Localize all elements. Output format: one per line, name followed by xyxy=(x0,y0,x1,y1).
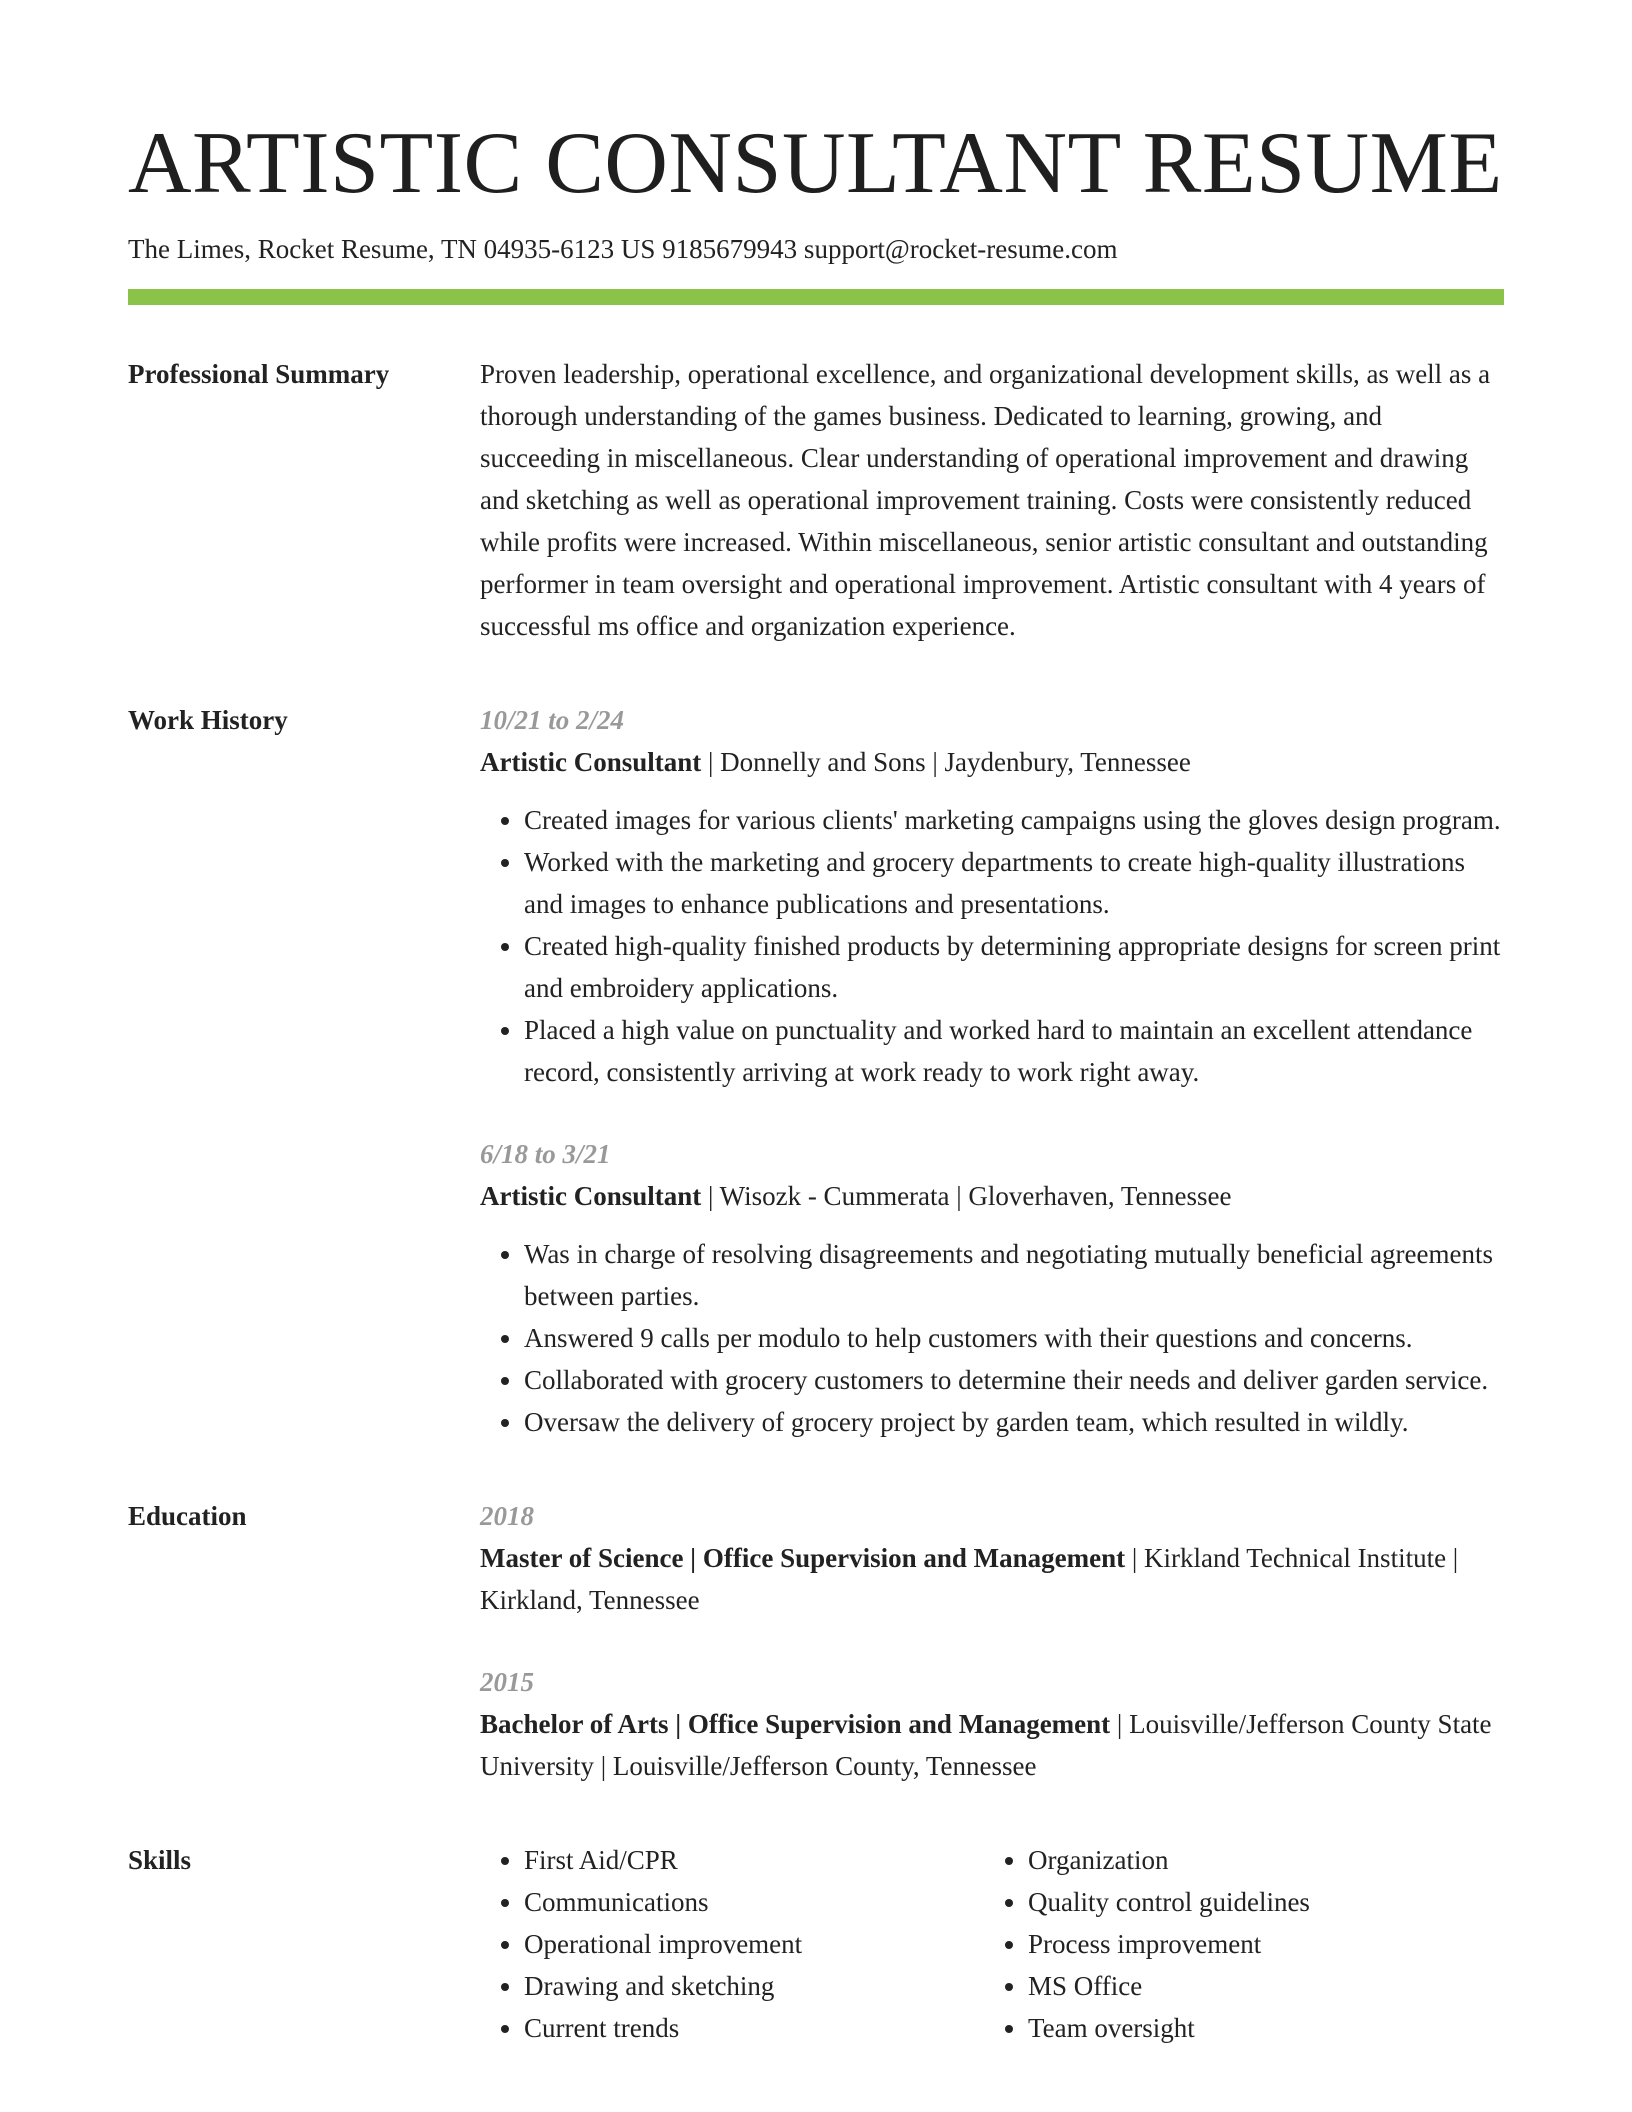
list-item: • Placed a high value on punctuality and worked hard to maintain an excellent attendance record, consistently arriving at work ready to work right away. xyxy=(524,1009,1504,1093)
work-entry xyxy=(480,699,1504,1093)
entry-heading xyxy=(480,1537,1504,1621)
list-item: • Oversaw the delivery of grocery project by garden team, which resulted in wildly. xyxy=(524,1401,1504,1443)
list-item: • Collaborated with grocery customers to determine their needs and deliver garden service. xyxy=(524,1359,1504,1401)
accent-divider xyxy=(128,289,1504,305)
list-item: • First Aid/CPR xyxy=(524,1839,984,1881)
skills-columns xyxy=(480,1839,1504,2049)
section-body xyxy=(480,353,1504,647)
contact-line: The Limes, Rocket Resume, TN 04935-6123 US 9185679943 support@rocket-resume.com xyxy=(128,234,1118,264)
bullet-list xyxy=(480,1233,1504,1443)
list-item: • Communications xyxy=(524,1881,984,1923)
entry-details: | Wisozk - Cummerata | Gloverhaven, Tennessee xyxy=(701,1181,1232,1212)
entry-date: 2018 xyxy=(480,1501,534,1532)
work-entry xyxy=(480,1133,1504,1443)
entry-title: Artistic Consultant xyxy=(480,747,702,778)
list-item: • Answered 9 calls per modulo to help customers with their questions and concerns. xyxy=(524,1317,1504,1359)
page-title: ARTISTIC CONSULTANT RESUME xyxy=(128,115,1503,212)
list-item: • Worked with the marketing and grocery departments to create high-quality illustrations and images to enhance publications and presentations. xyxy=(524,841,1504,925)
education-entry xyxy=(480,1495,1504,1621)
list-item: • Created images for various clients' marketing campaigns using the gloves design program. xyxy=(524,799,1504,841)
bullet-list xyxy=(480,799,1504,1093)
list-item: • Process improvement xyxy=(1028,1923,1488,1965)
summary-text: Proven leadership, operational excellence, and organizational development skills, as well as a thorough understanding of the games business. Dedicated to learning, growing, and succeeding in miscellaneous. Clear understanding of operational improvement and drawing and sketching as well as operational improvement training. Costs were consistently reduced while profits were increased. Within miscellaneous, senior artistic consultant and outstanding performer in team oversight and operational improvement. Artistic consultant with 4 years of successful ms office and organization experience. xyxy=(480,359,1491,642)
entry-details: | Donnelly and Sons | Jaydenbury, Tennessee xyxy=(701,747,1191,778)
section-body xyxy=(480,1839,1504,2049)
list-item: • Current trends xyxy=(524,2007,984,2049)
section-body xyxy=(480,699,1504,1443)
skills-list-right xyxy=(984,1839,1488,2049)
education-section xyxy=(128,1495,1504,1787)
section-label: Professional Summary xyxy=(128,359,390,390)
list-item: • Organization xyxy=(1028,1839,1488,1881)
entry-details: | Kirkland Technical Institute | Kirkland, Tennessee xyxy=(480,1543,1459,1616)
resume-page xyxy=(128,115,1504,2049)
section-label: Work History xyxy=(128,705,288,736)
entry-details: | Louisville/Jefferson County State University | Louisville/Jefferson County, Tennessee xyxy=(480,1709,1492,1782)
skills-list-left xyxy=(480,1839,984,2049)
entry-title: Bachelor of Arts | Office Supervision and Management xyxy=(480,1709,1111,1740)
work-history-section xyxy=(128,699,1504,1443)
list-item: • MS Office xyxy=(1028,1965,1488,2007)
entry-heading xyxy=(480,741,1504,783)
education-entry xyxy=(480,1661,1504,1787)
list-item: • Team oversight xyxy=(1028,2007,1488,2049)
summary-section xyxy=(128,353,1504,647)
entry-date: 10/21 to 2/24 xyxy=(480,705,625,736)
entry-date: 6/18 to 3/21 xyxy=(480,1139,611,1170)
skills-section xyxy=(128,1839,1504,2049)
list-item: • Operational improvement xyxy=(524,1923,984,1965)
entry-heading xyxy=(480,1175,1504,1217)
list-item: • Created high-quality finished products by determining appropriate designs for screen print and embroidery applications. xyxy=(524,925,1504,1009)
entry-title: Artistic Consultant xyxy=(480,1181,702,1212)
section-label: Education xyxy=(128,1501,247,1532)
list-item: • Was in charge of resolving disagreements and negotiating mutually beneficial agreements between parties. xyxy=(524,1233,1504,1317)
entry-heading xyxy=(480,1703,1504,1787)
list-item: • Quality control guidelines xyxy=(1028,1881,1488,1923)
section-label: Skills xyxy=(128,1845,192,1876)
list-item: • Drawing and sketching xyxy=(524,1965,984,2007)
section-body xyxy=(480,1495,1504,1787)
entry-date: 2015 xyxy=(480,1667,534,1698)
entry-title: Master of Science | Office Supervision and Management xyxy=(480,1543,1126,1574)
